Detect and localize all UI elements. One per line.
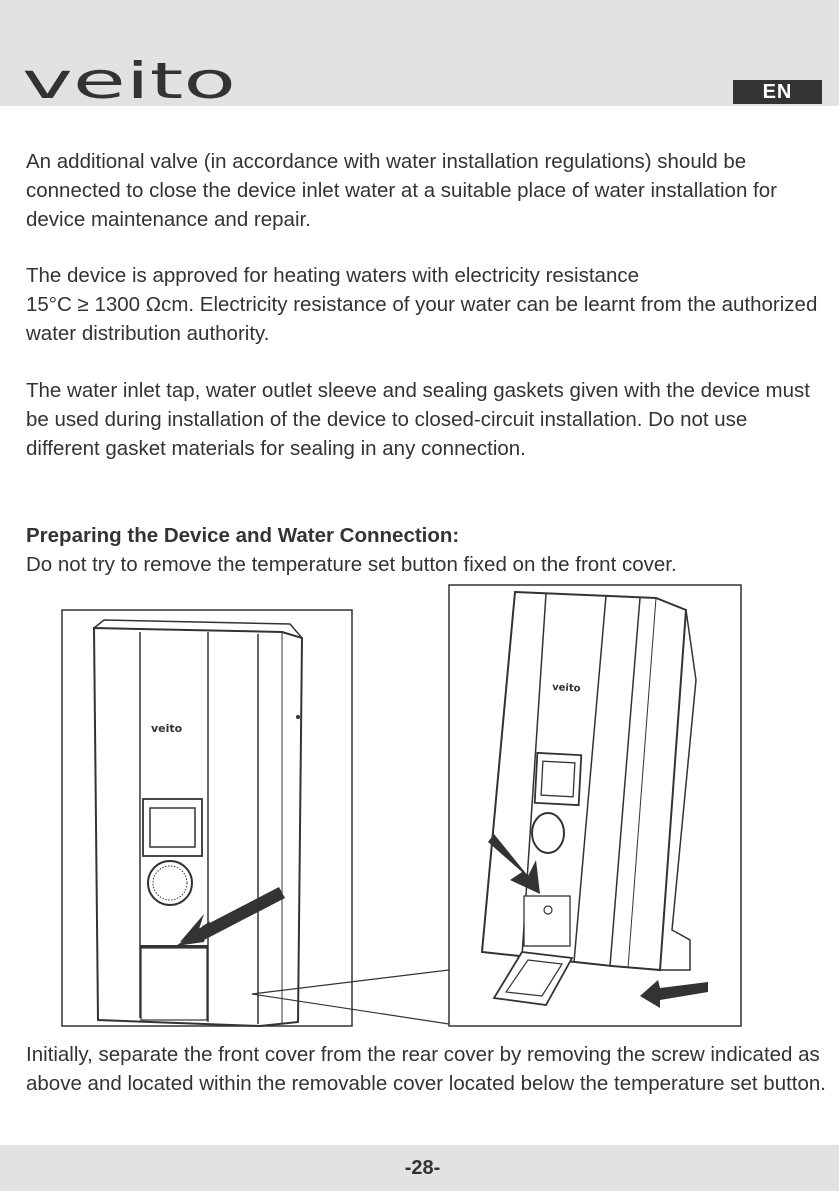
- device-logo-open: veito: [551, 682, 581, 695]
- resistance-line-2: 15°C ≥ 1300 Ωcm. Electricity resistance of your water can be learnt from the authorized water distribution authority.: [26, 293, 818, 345]
- installation-figure: [0, 580, 839, 1035]
- gasket-paragraph: The water inlet tap, water outlet sleeve and sealing gaskets given with the device must be used during installation of the device to closed-circuit installation. Do not use different gasket materials for sealing in any connection.: [26, 379, 810, 460]
- device-logo-front: veito: [151, 722, 183, 735]
- page-footer: [0, 1145, 839, 1191]
- page-header: [0, 0, 839, 106]
- preparing-section: [26, 521, 826, 579]
- brand-logo: [22, 60, 238, 102]
- language-badge: EN: [733, 80, 822, 104]
- device-open-illustration: [449, 585, 741, 1026]
- figure-caption: Initially, separate the front cover from the rear cover by removing the screw indicated as above and located within the removable cover located below the temperature set button.: [26, 1043, 826, 1095]
- device-front-illustration: [62, 610, 352, 1026]
- resistance-line-1: The device is approved for heating waters with electricity resistance: [26, 264, 640, 287]
- section-text: Do not try to remove the temperature set button fixed on the front cover.: [26, 553, 677, 576]
- valve-paragraph: An additional valve (in accordance with water installation regulations) should be connected to close the device inlet water at a suitable place of water installation for device maintenance and repair.: [26, 150, 777, 231]
- brand-logo-text: veito: [22, 60, 236, 102]
- resistance-paragraph: [26, 261, 826, 348]
- section-heading: Preparing the Device and Water Connection:: [26, 524, 460, 547]
- page-number: -28-: [404, 1157, 441, 1179]
